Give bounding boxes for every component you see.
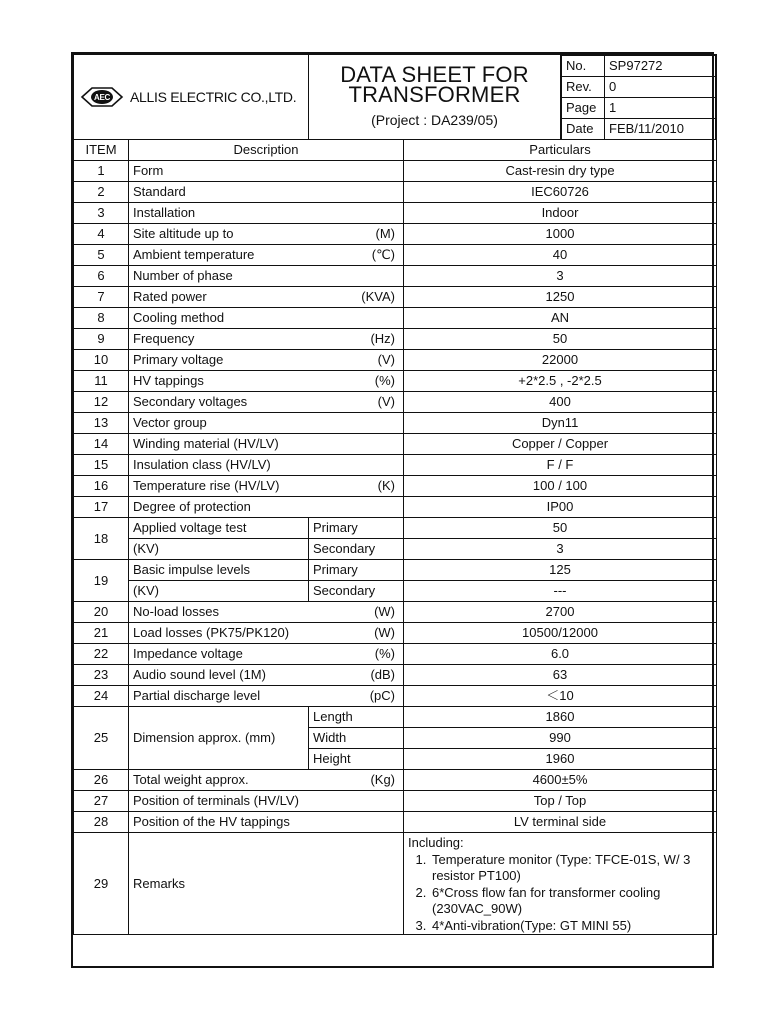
particular-value: --- — [404, 581, 717, 602]
item-number: 23 — [74, 665, 129, 686]
description — [129, 770, 404, 791]
particular-value: ＜10 — [404, 686, 717, 707]
company-logo-icon — [80, 86, 124, 108]
table-row — [74, 245, 717, 266]
unit-label: (V) — [377, 352, 395, 367]
particular-value: +2*2.5 , -2*2.5 — [404, 371, 717, 392]
item-number: 22 — [74, 644, 129, 665]
unit-label — [395, 456, 399, 474]
description-text: Cooling method — [133, 310, 225, 325]
particular-value: 125 — [404, 560, 717, 581]
unit-label — [395, 414, 399, 432]
item-number: 9 — [74, 329, 129, 350]
remarks-content — [404, 833, 717, 935]
unit-label: (W) — [374, 604, 395, 619]
table-row — [74, 182, 717, 203]
description — [129, 308, 404, 329]
rev-label: Rev. — [562, 77, 605, 98]
sub-label: Primary — [309, 518, 404, 539]
data-sheet — [71, 52, 714, 968]
rev-value: 0 — [605, 77, 716, 98]
description-text: Impedance voltage — [133, 646, 243, 661]
table-row — [74, 350, 717, 371]
unit-label: (%) — [374, 373, 395, 388]
date-value: FEB/11/2010 — [605, 119, 716, 140]
document-info — [561, 55, 716, 139]
unit-label: (Kg) — [370, 772, 395, 787]
table-row — [74, 203, 717, 224]
item-number: 28 — [74, 812, 129, 833]
unit-label: (KV) — [129, 539, 309, 560]
particular-value: IEC60726 — [404, 182, 717, 203]
particular-value: 2700 — [404, 602, 717, 623]
page-value: 1 — [605, 98, 716, 119]
unit-label — [395, 204, 399, 222]
particular-value: 990 — [404, 728, 717, 749]
particular-value: Cast-resin dry type — [404, 161, 717, 182]
description — [129, 476, 404, 497]
item-number: 7 — [74, 287, 129, 308]
description-text: Site altitude up to — [133, 226, 234, 241]
table-row — [74, 329, 717, 350]
unit-label: (W) — [374, 625, 395, 640]
table-row — [74, 644, 717, 665]
unit-label: (V) — [377, 394, 395, 409]
item-number: 16 — [74, 476, 129, 497]
sub-label: Secondary — [309, 539, 404, 560]
description-text: Position of terminals (HV/LV) — [133, 793, 299, 808]
table-row — [74, 161, 717, 182]
description-text: HV tappings — [133, 373, 204, 388]
description-text: Load losses (PK75/PK120) — [133, 625, 290, 640]
item-number: 13 — [74, 413, 129, 434]
description-text: Position of the HV tappings — [133, 814, 290, 829]
table-row — [74, 476, 717, 497]
particular-value: 3 — [404, 266, 717, 287]
description-text: Dimension approx. (mm) — [129, 707, 309, 770]
remark-item: 2. 6*Cross flow fan for transformer cooling (230VAC_90W) — [430, 885, 712, 918]
sub-label: Height — [309, 749, 404, 770]
title-cell — [309, 55, 561, 140]
table-row — [74, 392, 717, 413]
description — [129, 371, 404, 392]
table-row — [74, 455, 717, 476]
description — [129, 245, 404, 266]
item-number: 24 — [74, 686, 129, 707]
description — [129, 266, 404, 287]
particular-value: 40 — [404, 245, 717, 266]
particular-value: 3 — [404, 539, 717, 560]
particular-value: 22000 — [404, 350, 717, 371]
column-header-description: Description — [129, 140, 404, 161]
description-text: Applied voltage test — [129, 518, 309, 539]
unit-label: (dB) — [370, 667, 395, 682]
company-name: ALLIS ELECTRIC CO.,LTD. — [130, 89, 297, 105]
table-row — [74, 812, 717, 833]
remarks-row — [74, 833, 717, 935]
particular-value: 1960 — [404, 749, 717, 770]
unit-label — [395, 162, 399, 180]
particular-value: IP00 — [404, 497, 717, 518]
item-number: 15 — [74, 455, 129, 476]
table-row — [74, 413, 717, 434]
unit-label: (M) — [375, 226, 395, 241]
item-number: 19 — [74, 560, 129, 602]
description-text: Ambient temperature — [133, 247, 255, 262]
description — [129, 455, 404, 476]
particular-value: 1000 — [404, 224, 717, 245]
table-row — [74, 266, 717, 287]
sub-label: Width — [309, 728, 404, 749]
unit-label — [395, 309, 399, 327]
title-line-1: DATA SHEET FOR — [340, 62, 529, 87]
sub-label: Secondary — [309, 581, 404, 602]
particular-value: 100 / 100 — [404, 476, 717, 497]
particular-value: LV terminal side — [404, 812, 717, 833]
description-text: Insulation class (HV/LV) — [133, 457, 271, 472]
description-text: Basic impulse levels — [129, 560, 309, 581]
table-row — [74, 623, 717, 644]
datasheet-table — [73, 54, 717, 935]
unit-label: (KVA) — [361, 289, 395, 304]
date-label: Date — [562, 119, 605, 140]
item-number: 12 — [74, 392, 129, 413]
remark-item: 1. Temperature monitor (Type: TFCE-01S, W/ 3 resistor PT100) — [430, 852, 712, 885]
title-line-2: TRANSFORMER — [348, 82, 521, 107]
description-text: Audio sound level (1M) — [133, 667, 266, 682]
table-row — [74, 770, 717, 791]
description-text: Standard — [133, 184, 186, 199]
description-text: Frequency — [133, 331, 195, 346]
description — [129, 497, 404, 518]
description — [129, 287, 404, 308]
particular-value: F / F — [404, 455, 717, 476]
table-row — [74, 371, 717, 392]
item-number: 2 — [74, 182, 129, 203]
item-number: 3 — [74, 203, 129, 224]
unit-label — [395, 435, 399, 453]
doc-no-label: No. — [562, 56, 605, 77]
table-row — [74, 581, 717, 602]
column-header-row — [74, 140, 717, 161]
table-row — [74, 707, 717, 728]
doc-no-value: SP97272 — [605, 56, 716, 77]
table-row — [74, 539, 717, 560]
table-row — [74, 308, 717, 329]
column-header-item: ITEM — [74, 140, 129, 161]
table-row — [74, 287, 717, 308]
description — [129, 623, 404, 644]
item-number: 20 — [74, 602, 129, 623]
sub-label: Length — [309, 707, 404, 728]
company-cell — [74, 55, 309, 140]
description-text: Degree of protection — [133, 499, 251, 514]
description-text: Vector group — [133, 415, 207, 430]
table-row — [74, 791, 717, 812]
description — [129, 791, 404, 812]
description-text: Number of phase — [133, 268, 233, 283]
description — [129, 812, 404, 833]
description-text: Form — [133, 163, 164, 178]
table-row — [74, 686, 717, 707]
item-number: 25 — [74, 707, 129, 770]
particular-value: 1860 — [404, 707, 717, 728]
description — [129, 602, 404, 623]
sub-label: Primary — [309, 560, 404, 581]
description — [129, 203, 404, 224]
logo-text: AEC — [94, 93, 110, 102]
description-text: Winding material (HV/LV) — [133, 436, 279, 451]
unit-label — [395, 498, 399, 516]
page-label: Page — [562, 98, 605, 119]
description-text: Rated power — [133, 289, 207, 304]
column-header-particulars: Particulars — [404, 140, 717, 161]
unit-label: (pC) — [369, 688, 395, 703]
table-row — [74, 602, 717, 623]
table-row — [74, 224, 717, 245]
unit-label: (%) — [374, 646, 395, 661]
header-row — [74, 55, 717, 140]
particular-value: 4600±5% — [404, 770, 717, 791]
table-row — [74, 665, 717, 686]
unit-label — [395, 792, 399, 810]
description — [129, 665, 404, 686]
description — [129, 644, 404, 665]
unit-label: (K) — [377, 478, 395, 493]
item-number: 6 — [74, 266, 129, 287]
description — [129, 161, 404, 182]
table-row — [74, 434, 717, 455]
item-number: 4 — [74, 224, 129, 245]
description — [129, 434, 404, 455]
remark-item: 3. 4*Anti-vibration(Type: GT MINI 55) — [430, 918, 712, 935]
table-row — [74, 560, 717, 581]
unit-label — [395, 183, 399, 201]
description — [129, 224, 404, 245]
unit-label: (KV) — [129, 581, 309, 602]
particular-value: Dyn11 — [404, 413, 717, 434]
description — [129, 686, 404, 707]
description — [129, 350, 404, 371]
description-text: Primary voltage — [133, 352, 224, 367]
particular-value: Indoor — [404, 203, 717, 224]
unit-label — [395, 813, 399, 831]
remarks-list — [408, 852, 712, 935]
item-number: 27 — [74, 791, 129, 812]
description-text: Secondary voltages — [133, 394, 248, 409]
unit-label — [395, 267, 399, 285]
item-number: 8 — [74, 308, 129, 329]
item-number: 26 — [74, 770, 129, 791]
unit-label: (℃) — [371, 247, 395, 262]
particular-value: 6.0 — [404, 644, 717, 665]
item-number: 10 — [74, 350, 129, 371]
item-number: 29 — [74, 833, 129, 935]
description-text: Installation — [133, 205, 196, 220]
particular-value: Top / Top — [404, 791, 717, 812]
description — [129, 182, 404, 203]
particular-value: Copper / Copper — [404, 434, 717, 455]
item-number: 14 — [74, 434, 129, 455]
remarks-intro: Including: — [408, 835, 464, 850]
description — [129, 392, 404, 413]
particular-value: 10500/12000 — [404, 623, 717, 644]
item-number: 5 — [74, 245, 129, 266]
item-number: 11 — [74, 371, 129, 392]
description-text: Total weight approx. — [133, 772, 249, 787]
item-number: 21 — [74, 623, 129, 644]
description — [129, 413, 404, 434]
item-number: 1 — [74, 161, 129, 182]
particular-value: 1250 — [404, 287, 717, 308]
document-info-cell — [561, 55, 717, 140]
remarks-label: Remarks — [129, 833, 404, 935]
project-code: (Project : DA239/05) — [371, 112, 498, 128]
item-number: 17 — [74, 497, 129, 518]
description-text: Partial discharge level — [133, 688, 261, 703]
item-number: 18 — [74, 518, 129, 560]
particular-value: AN — [404, 308, 717, 329]
description-text: No-load losses — [133, 604, 219, 619]
particular-value: 50 — [404, 329, 717, 350]
table-row — [74, 518, 717, 539]
particular-value: 50 — [404, 518, 717, 539]
particular-value: 63 — [404, 665, 717, 686]
description-text: Temperature rise (HV/LV) — [133, 478, 280, 493]
table-row — [74, 497, 717, 518]
description — [129, 329, 404, 350]
particular-value: 400 — [404, 392, 717, 413]
unit-label: (Hz) — [370, 331, 395, 346]
